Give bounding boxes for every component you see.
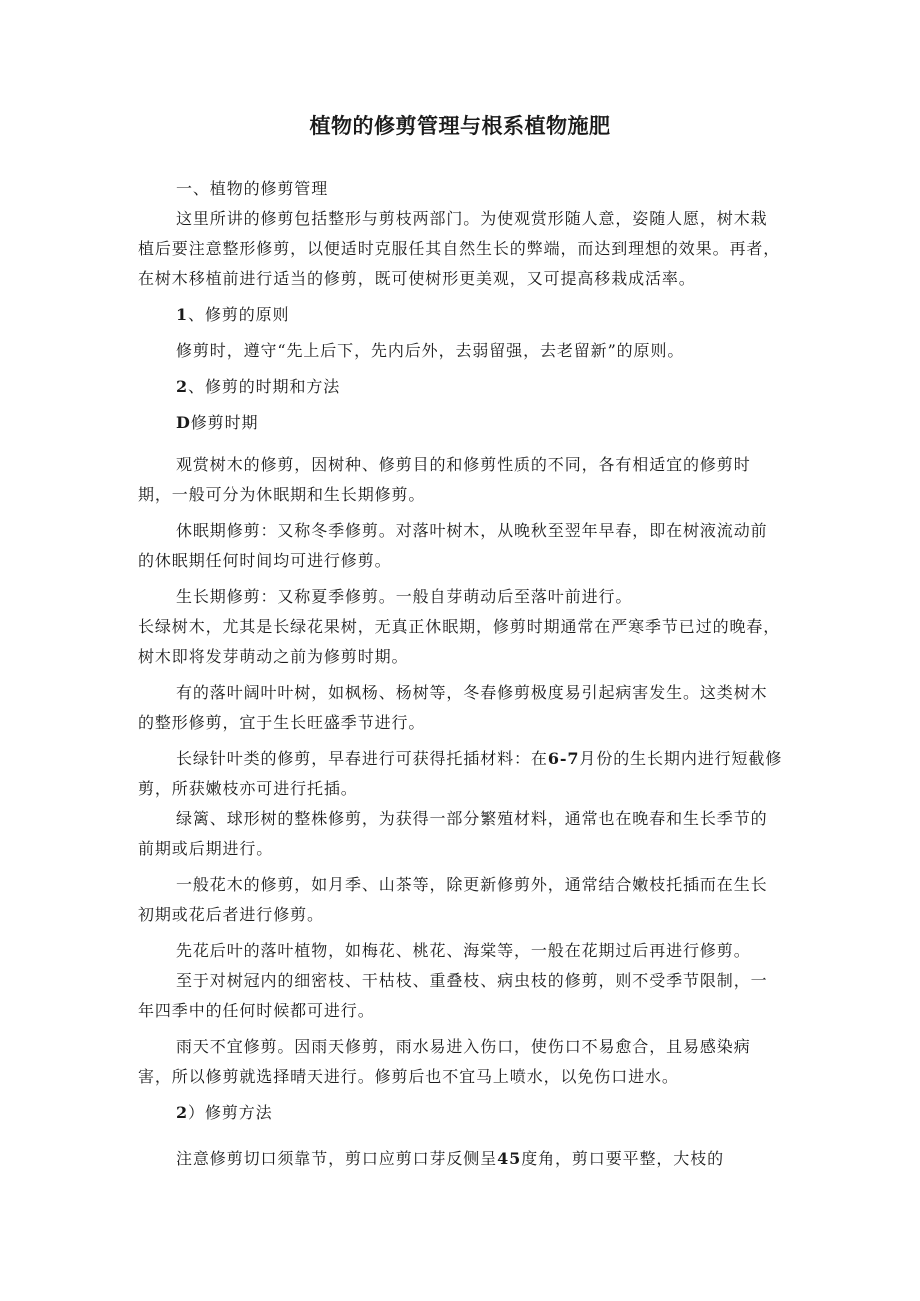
document-body bbox=[138, 174, 784, 1174]
subheading-number: D bbox=[176, 413, 191, 432]
subheading bbox=[138, 408, 784, 438]
document-title: 植物的修剪管理与根系植物施肥 bbox=[309, 114, 611, 138]
paragraph bbox=[138, 744, 784, 804]
paragraph: 一般花木的修剪，如月季、山茶等，除更新修剪外，通常结合嫩枝托插而在生长初期或花后者进行修剪。 bbox=[138, 875, 768, 924]
paragraph: 雨天不宜修剪。因雨天修剪，雨水易进入伤口，使伤口不易愈合，且易感染病害，所以修剪就选择晴天进行。修剪后也不宜马上喷水，以免伤口进水。 bbox=[138, 1037, 751, 1086]
paragraph-text-pre: 注意修剪切口须靠节，剪口应剪口芽反侧呈 bbox=[176, 1149, 498, 1168]
paragraph-text-post: 月份的生长期内进行短截修剪，所获嫩枝亦可进行托插。 bbox=[138, 749, 783, 798]
section-heading: 一、植物的修剪管理 bbox=[176, 179, 329, 198]
subheading bbox=[138, 300, 784, 330]
month-range: 6-7 bbox=[547, 749, 580, 768]
paragraph: 休眠期修剪：又称冬季修剪。对落叶树木，从晚秋至翌年早春，即在树液流动前的休眠期任何时间均可进行修剪。 bbox=[138, 521, 768, 570]
paragraph-text-post: 度角，剪口要平整，大枝的 bbox=[521, 1149, 724, 1168]
subheading-text: 修剪时期 bbox=[190, 413, 259, 432]
subheading-number: 2 bbox=[176, 1103, 189, 1122]
angle-value: 45 bbox=[497, 1149, 522, 1168]
subheading-number: 1 bbox=[176, 305, 189, 324]
paragraph bbox=[138, 1144, 784, 1174]
subheading-text: ）修剪方法 bbox=[188, 1103, 273, 1122]
paragraph: 有的落叶阔叶叶树，如枫杨、杨树等，冬春修剪极度易引起病害发生。这类树木的整形修剪，宜于生长旺盛季节进行。 bbox=[138, 683, 768, 732]
subheading bbox=[138, 1098, 784, 1128]
paragraph: 绿篱、球形树的整株修剪，为获得一部分繁殖材料，通常也在晚春和生长季节的前期或后期进行。 bbox=[138, 809, 768, 858]
subheading-number: 2 bbox=[176, 377, 189, 396]
paragraph: 至于对树冠内的细密枝、干枯枝、重叠枝、病虫枝的修剪，则不受季节限制，一年四季中的任何时候都可进行。 bbox=[138, 971, 768, 1020]
paragraph: 修剪时，遵守“先上后下，先内后外，去弱留强，去老留新”的原则。 bbox=[176, 341, 685, 360]
paragraph: 长绿树木，尤其是长绿花果树，无真正休眠期，修剪时期通常在严寒季节已过的晚春，树木即将发芽萌动之前为修剪时期。 bbox=[138, 617, 781, 666]
paragraph-text-pre: 长绿针叶类的修剪，早春进行可获得托插材料：在 bbox=[176, 749, 548, 768]
paragraph: 先花后叶的落叶植物，如梅花、桃花、海棠等，一般在花期过后再进行修剪。 bbox=[176, 941, 751, 960]
subheading-text: 、修剪的时期和方法 bbox=[188, 377, 341, 396]
subheading-text: 、修剪的原则 bbox=[188, 305, 290, 324]
paragraph: 观赏树木的修剪，因树种、修剪目的和修剪性质的不同，各有相适宜的修剪时期，一般可分为休眠期和生长期修剪。 bbox=[138, 455, 751, 504]
paragraph: 这里所讲的修剪包括整形与剪枝两部门。为使观赏形随人意，姿随人愿，树木栽植后要注意整形修剪，以便适时克服任其自然生长的弊端，而达到理想的效果。再者，在树木移植前进行适当的修剪，既可使树形更美观，又可提高移栽成活率。 bbox=[138, 209, 781, 288]
paragraph: 生长期修剪：又称夏季修剪。一般自芽萌动后至落叶前进行。 bbox=[176, 587, 633, 606]
subheading bbox=[138, 372, 784, 402]
